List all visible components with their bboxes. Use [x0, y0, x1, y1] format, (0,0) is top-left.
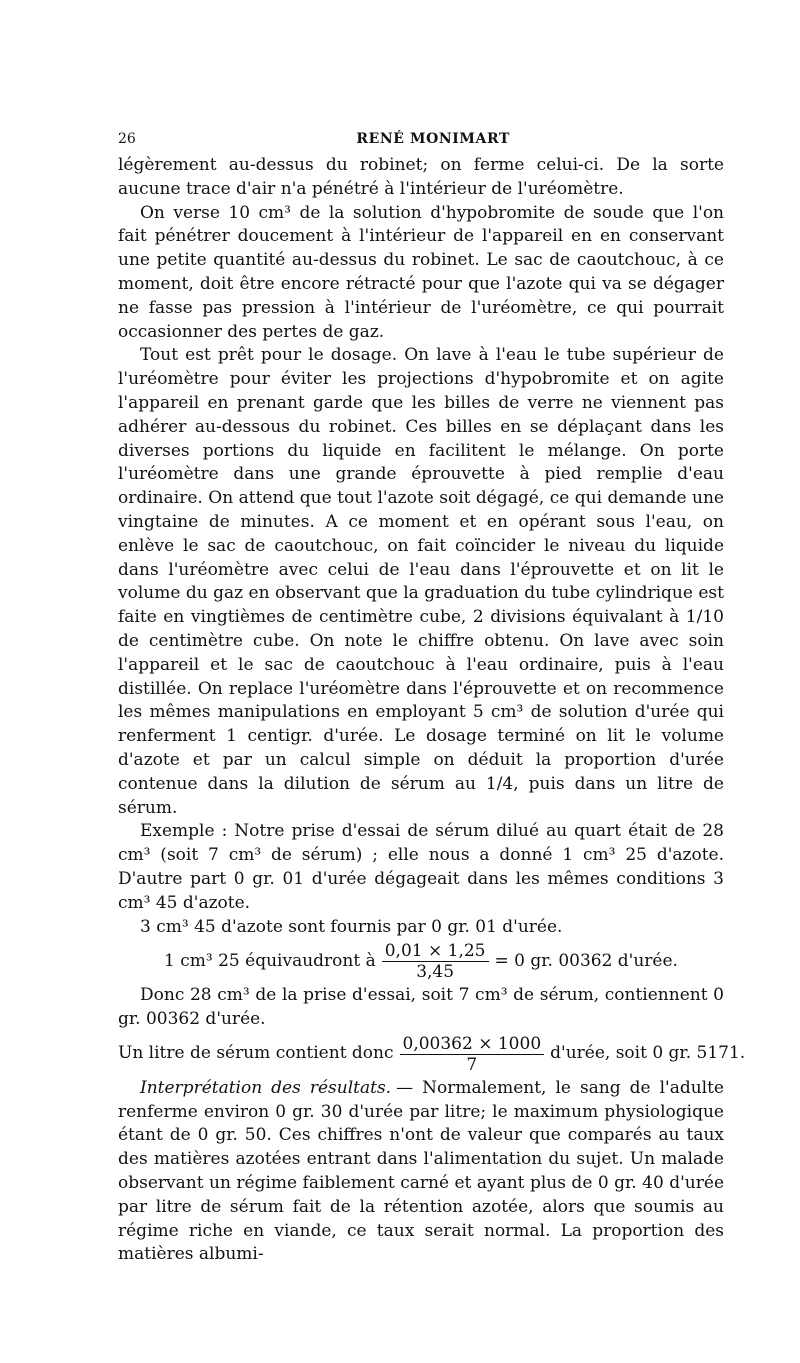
formula1-numerator: 0,01 × 1,25: [382, 941, 489, 962]
page-number: 26: [118, 131, 136, 147]
formula2-numerator: 0,00362 × 1000: [400, 1034, 545, 1055]
paragraph-continuation: légèrement au-dessus du robinet; on ferme celui-ci. De la sorte aucune trace d'air n'a pénétré à l'intérieur de l'uréomètre.: [118, 155, 724, 199]
paragraph-azote: 3 cm³ 45 d'azote sont fournis par 0 gr. 01 d'urée.: [140, 916, 563, 937]
interpretation-text: — Normalement, le sang de l'adulte renferme environ 0 gr. 30 d'urée par litre; le maximum physiologique étant de 0 gr. 50. Ces chiffres n'ont de valeur que comparés au taux des matières azotées entrant dans l'alimentation du sujet. Un malade observant un régime faiblement carné et ayant plus de 0 gr. 40 d'urée par litre de sérum fait de la rétention azotée, alors que soumis au régime riche en viande, ce taux serait normal. La proportion des matières albumi-: [118, 1077, 724, 1265]
formula1-denominator: 3,45: [416, 962, 455, 983]
paragraph-example: Exemple : Notre prise d'essai de sérum dilué au quart était de 28 cm³ (soit 7 cm³ de sérum) ; elle nous a donné 1 cm³ 25 d'azote. D'autre part 0 gr. 01 d'urée dégageait dans les mêmes conditions 3 cm³ 45 d'azote.: [118, 821, 724, 913]
formula1-fraction: [382, 941, 489, 982]
formula-equivalence: [118, 941, 724, 982]
document-page: [118, 128, 746, 1267]
paragraph-dosage: Tout est prêt pour le dosage. On lave à l'eau le tube supérieur de l'uréomètre pour éviter les projections d'hypobromite et on agite l'appareil en prenant garde que les billes de verre ne viennent pas adhérer au-dessous du robinet. Ces billes en se déplaçant dans les diverses portions du liquide en facilitent le mélange. On porte l'uréomètre dans une grande éprouvette à pied remplie d'eau ordinaire. On attend que tout l'azote soit dégagé, ce qui demande une vingtaine de minutes. A ce moment et en opérant sous l'eau, on enlève le sac de caoutchouc, on fait coïncider le niveau du liquide dans l'uréomètre avec celui de l'eau dans l'éprouvette et on lit le volume du gaz en observant que la graduation du tube cylindrique est faite en vingtièmes de centimètre cube, 2 divisions équivalant à 1/10 de centimètre cube. On note le chiffre obtenu. On lave avec soin l'appareil et le sac de caoutchouc à l'eau ordinaire, puis à l'eau distillée. On replace l'uréomètre dans l'éprouvette et on recommence les mêmes manipulations en employant 5 cm³ de solution d'urée qui renferment 1 centigr. d'urée. Le dosage terminé on lit le volume d'azote et par un calcul simple on déduit la proportion d'urée contenue dans la dilution de sérum au 1/4, puis dans un litre de sérum.: [118, 345, 724, 818]
running-head: RENÉ MONIMART: [356, 131, 510, 147]
formula1-suffix: = 0 gr. 00362 d'urée.: [494, 950, 678, 971]
formula2-prefix: Un litre de sérum contient donc: [118, 1043, 394, 1064]
formula2-suffix: d'urée, soit 0 gr. 5171.: [550, 1043, 746, 1064]
page-header: [118, 128, 724, 154]
formula1-prefix: 1 cm³ 25 équivaudront à: [164, 950, 376, 971]
interpretation-heading: Interprétation des résultats.: [140, 1077, 392, 1098]
paragraph-interpretation: [118, 1077, 724, 1267]
paragraph-hypobromite: On verse 10 cm³ de la solution d'hypobromite de soude que l'on fait pénétrer doucement à l'intérieur de l'appareil en en conservant une petite quantité au-dessus du robinet. Le sac de caoutchouc, à ce moment, doit être encore rétracté pour que l'azote qui va se dégager ne fasse pas pression à l'intérieur de l'uréomètre, ce qui pourrait occasionner des pertes de gaz.: [118, 202, 724, 342]
formula2-fraction: [400, 1034, 545, 1075]
formula2-denominator: 7: [466, 1054, 478, 1075]
paragraph-donc: Donc 28 cm³ de la prise d'essai, soit 7 cm³ de sérum, contiennent 0 gr. 00362 d'urée.: [118, 985, 724, 1030]
formula-litre: [118, 1033, 746, 1075]
